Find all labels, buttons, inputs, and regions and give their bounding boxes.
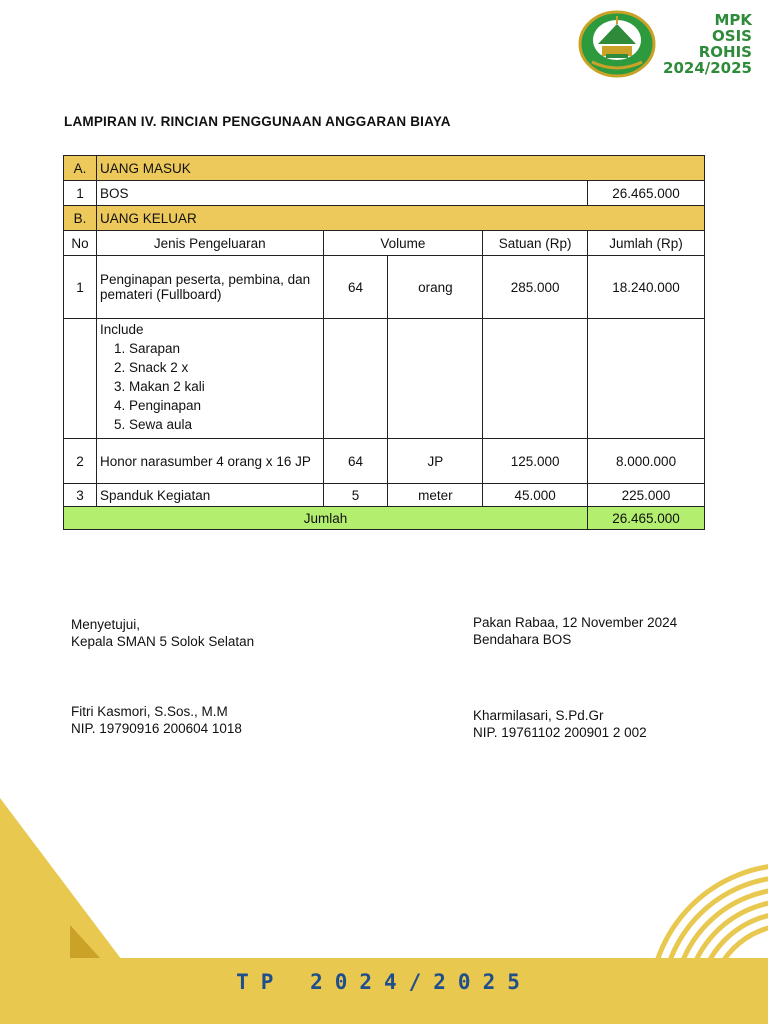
signer-position: Bendahara BOS xyxy=(473,632,572,647)
brand-text xyxy=(640,12,752,76)
total-amount: 26.465.000 xyxy=(588,507,705,530)
total-label: Jumlah xyxy=(64,507,588,530)
section-code: B. xyxy=(64,206,97,231)
income-amount: 26.465.000 xyxy=(588,181,705,206)
list-item: 1. Sarapan xyxy=(113,341,181,356)
document-title: LAMPIRAN IV. RINCIAN PENGGUNAAN ANGGARAN BIAYA xyxy=(64,114,451,129)
school-year-banner: TP 2024/2025 xyxy=(236,970,532,994)
place-date: Pakan Rabaa, 12 November 2024 xyxy=(473,615,678,630)
brand-line: MPK xyxy=(714,11,752,29)
row-total: 225.000 xyxy=(588,484,705,507)
include-label: Include xyxy=(99,322,144,337)
row-unit: meter xyxy=(388,484,483,507)
list-item: 4. Penginapan xyxy=(113,398,202,413)
header-unit-price: Satuan (Rp) xyxy=(483,231,588,256)
row-item: Penginapan peserta, pembina, dan pemateri (Fullboard) xyxy=(96,256,323,319)
income-label: BOS xyxy=(96,181,587,206)
include-row xyxy=(64,319,705,439)
list-item: 5. Sewa aula xyxy=(113,417,193,432)
section-a-row xyxy=(64,156,705,181)
row-qty: 64 xyxy=(323,256,388,319)
row-qty: 5 xyxy=(323,484,388,507)
row-unit: JP xyxy=(388,439,483,484)
income-row xyxy=(64,181,705,206)
list-item: 3. Makan 2 kali xyxy=(113,379,205,394)
row-unit-price: 45.000 xyxy=(483,484,588,507)
section-b-row xyxy=(64,206,705,231)
section-label: UANG KELUAR xyxy=(96,206,704,231)
header-total: Jumlah (Rp) xyxy=(588,231,705,256)
row-total: 18.240.000 xyxy=(588,256,705,319)
row-number: 1 xyxy=(64,181,97,206)
row-number: 1 xyxy=(64,256,97,319)
row-total: 8.000.000 xyxy=(588,439,705,484)
list-item: 2. Snack 2 x xyxy=(113,360,189,375)
header-item: Jenis Pengeluaran xyxy=(96,231,323,256)
brand-line: ROHIS xyxy=(698,43,752,61)
row-number: 2 xyxy=(64,439,97,484)
table-row xyxy=(64,256,705,319)
signer-nip: NIP. 19761102 200901 2 002 xyxy=(473,725,647,740)
row-unit-price: 285.000 xyxy=(483,256,588,319)
right-signature-name xyxy=(473,707,647,741)
signer-nip: NIP. 19790916 200604 1018 xyxy=(71,721,242,736)
row-item: Honor narasumber 4 orang x 16 JP xyxy=(96,439,323,484)
signer-position: Kepala SMAN 5 Solok Selatan xyxy=(71,634,255,649)
brand-line: OSIS xyxy=(712,27,752,45)
approval-label: Menyetujui, xyxy=(71,617,141,632)
section-label: UANG MASUK xyxy=(96,156,704,181)
header-row xyxy=(64,231,705,256)
header-no: No xyxy=(64,231,97,256)
signer-name: Fitri Kasmori, S.Sos., M.M xyxy=(71,704,228,719)
budget-table xyxy=(63,155,705,530)
left-signature-name xyxy=(71,703,242,737)
table-row xyxy=(64,439,705,484)
section-code: A. xyxy=(64,156,97,181)
left-signature-heading xyxy=(71,616,254,650)
row-unit: orang xyxy=(388,256,483,319)
brand-line: 2024/2025 xyxy=(663,59,752,77)
right-signature-heading xyxy=(473,614,677,648)
row-unit-price: 125.000 xyxy=(483,439,588,484)
header-volume: Volume xyxy=(323,231,483,256)
row-item: Spanduk Kegiatan xyxy=(96,484,323,507)
table-row xyxy=(64,484,705,507)
row-number: 3 xyxy=(64,484,97,507)
include-list xyxy=(100,339,320,434)
signer-name: Kharmilasari, S.Pd.Gr xyxy=(473,708,604,723)
row-qty: 64 xyxy=(323,439,388,484)
total-row xyxy=(64,507,705,530)
